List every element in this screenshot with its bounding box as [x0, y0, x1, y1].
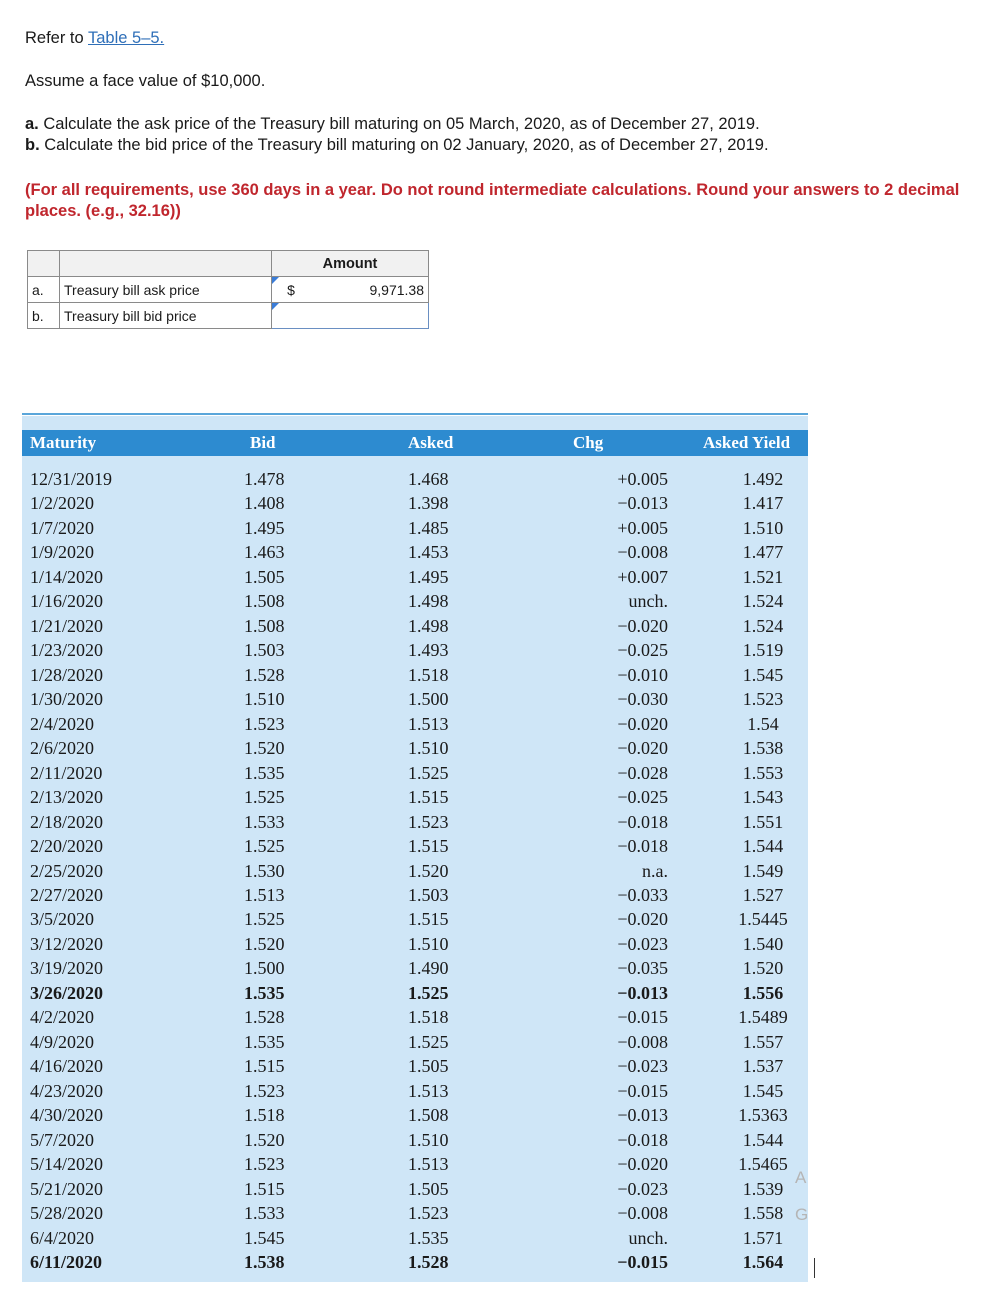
cell-maturity: 3/12/2020: [30, 933, 104, 954]
question-b-text: Calculate the bid price of the Treasury bill maturing on 02 January, 2020, as of December 27, 2019.: [44, 136, 769, 154]
cell-bid: 1.525: [244, 787, 285, 808]
table-row: [22, 812, 808, 836]
table-row: [22, 934, 808, 958]
cell-maturity: 5/21/2020: [30, 1178, 104, 1199]
cell-asked: 1.525: [408, 1031, 449, 1052]
cell-asked: 1.523: [408, 811, 449, 832]
cell-maturity: 2/20/2020: [30, 836, 104, 857]
cell-chg: −0.015: [617, 1252, 668, 1273]
row-a-currency-cell: [272, 277, 311, 303]
cell-asked: 1.510: [408, 1129, 449, 1150]
cell-asked-yield: 1.556: [742, 982, 784, 1003]
cell-maturity: 4/2/2020: [30, 1007, 95, 1028]
table-row: [22, 1007, 808, 1031]
table-row: [22, 763, 808, 787]
cell-maturity: 1/30/2020: [30, 689, 104, 710]
cell-asked-yield: 1.538: [742, 738, 784, 759]
cell-maturity: 3/5/2020: [30, 909, 95, 930]
cell-bid: 1.520: [244, 933, 285, 954]
table-row: [22, 640, 808, 664]
cell-asked-yield: 1.544: [742, 1129, 784, 1150]
table-row: [22, 1179, 808, 1203]
table-row: [22, 836, 808, 860]
cell-asked-yield: 1.539: [742, 1178, 784, 1199]
cell-bid: 1.478: [244, 469, 285, 489]
cell-chg: −0.020: [617, 738, 668, 759]
cell-asked: 1.500: [408, 689, 449, 710]
table-row: [22, 738, 808, 762]
cell-maturity: 6/11/2020: [30, 1252, 103, 1273]
cell-bid: 1.508: [244, 591, 285, 612]
cell-asked: 1.503: [408, 884, 449, 905]
cell-asked: 1.515: [408, 909, 449, 930]
cell-maturity: 2/4/2020: [30, 713, 95, 734]
table-row: [22, 665, 808, 689]
question-b-label: b.: [25, 136, 40, 154]
cell-asked-yield: 1.564: [742, 1252, 784, 1273]
answer-grid-header: [28, 251, 429, 277]
cell-asked-yield: 1.5363: [738, 1105, 788, 1126]
cell-asked: 1.513: [408, 1080, 449, 1101]
cell-asked-yield: 1.540: [742, 933, 784, 954]
cell-asked: 1.468: [408, 469, 449, 489]
cell-asked-yield: 1.551: [742, 811, 784, 832]
cell-asked: 1.505: [408, 1178, 449, 1199]
cell-bid: 1.525: [244, 909, 285, 930]
cell-bid: 1.535: [244, 982, 285, 1003]
cell-asked: 1.525: [408, 982, 449, 1003]
cell-bid: 1.535: [244, 762, 285, 783]
table-row: [22, 1228, 808, 1252]
cell-maturity: 4/16/2020: [30, 1056, 104, 1077]
cell-bid: 1.525: [244, 836, 285, 857]
cell-asked-yield: 1.557: [742, 1031, 784, 1052]
cell-asked: 1.398: [408, 493, 449, 514]
cell-maturity: 1/28/2020: [30, 664, 104, 685]
table-row: [22, 689, 808, 713]
table-row: [22, 1203, 808, 1227]
cell-maturity: 1/21/2020: [30, 615, 104, 636]
table-row: [22, 518, 808, 542]
table-row: [22, 714, 808, 738]
cell-maturity: 1/14/2020: [30, 566, 104, 587]
cell-asked-yield: 1.417: [742, 493, 784, 514]
cell-maturity: 5/28/2020: [30, 1203, 104, 1224]
cell-chg: −0.013: [617, 493, 668, 514]
cell-chg: −0.008: [617, 1031, 668, 1052]
cell-bid: 1.523: [244, 1080, 285, 1101]
cell-maturity: 5/7/2020: [30, 1129, 95, 1150]
cell-asked-yield: 1.521: [742, 566, 784, 587]
cell-asked: 1.535: [408, 1227, 449, 1248]
cell-chg: −0.025: [617, 787, 668, 808]
cell-bid: 1.463: [244, 542, 285, 563]
cell-asked-yield: 1.492: [742, 469, 784, 489]
row-a-text: Treasury bill ask price: [60, 277, 272, 303]
table-row: [22, 1154, 808, 1178]
side-letter-g: G: [795, 1205, 809, 1224]
cell-maturity: 2/6/2020: [30, 738, 95, 759]
cell-asked-yield: 1.524: [742, 591, 784, 612]
cell-asked-yield: 1.5465: [738, 1154, 788, 1175]
cell-asked-yield: 1.5445: [738, 909, 788, 930]
refer-prefix: Refer to: [25, 29, 84, 47]
cell-asked: 1.490: [408, 958, 449, 979]
table-row: [22, 1056, 808, 1080]
instruction-text: (For all requirements, use 360 days in a year. Do not round intermediate calculations. Round your answers to 2 decimal places. (e.g., 32.16)): [25, 181, 960, 220]
header-blank-1: [28, 251, 60, 277]
cell-chg: −0.010: [617, 664, 668, 685]
cell-asked-yield: 1.519: [742, 640, 784, 661]
cell-asked-yield: 1.545: [742, 664, 784, 685]
answer-grid: [27, 250, 429, 329]
cell-chg: −0.008: [617, 1203, 668, 1224]
answer-row-a: [28, 277, 429, 303]
table-row: [22, 567, 808, 591]
cell-chg: −0.015: [617, 1080, 668, 1101]
cell-asked: 1.485: [408, 517, 449, 538]
cell-asked: 1.510: [408, 738, 449, 759]
cell-maturity: 4/23/2020: [30, 1080, 104, 1101]
cell-maturity: 4/30/2020: [30, 1105, 104, 1126]
treasury-bill-table: [22, 412, 808, 1282]
table-row: [22, 616, 808, 640]
cell-maturity: 1/7/2020: [30, 517, 95, 538]
question-a: [25, 115, 760, 134]
cell-bid: 1.535: [244, 1031, 285, 1052]
cell-maturity: 5/14/2020: [30, 1154, 104, 1175]
cell-chg: −0.023: [617, 1178, 668, 1199]
cell-asked-yield: 1.520: [742, 958, 784, 979]
row-b-label: b.: [28, 303, 60, 329]
cell-chg: −0.033: [617, 884, 668, 905]
table-row: [22, 542, 808, 566]
cell-chg: +0.005: [617, 469, 668, 489]
cell-bid: 1.545: [244, 1227, 285, 1248]
cell-asked: 1.518: [408, 1007, 449, 1028]
question-a-text: Calculate the ask price of the Treasury bill maturing on 05 March, 2020, as of December 27, 2019.: [43, 115, 760, 133]
row-a-currency: $: [287, 281, 295, 298]
cell-maturity: 1/9/2020: [30, 542, 95, 563]
cell-maturity: 3/19/2020: [30, 958, 104, 979]
table-header-row: [22, 430, 808, 456]
amount-header: Amount: [272, 251, 429, 277]
table-row: [22, 958, 808, 982]
header-maturity: Maturity: [30, 433, 97, 452]
cell-bid: 1.518: [244, 1105, 285, 1126]
header-bid: Bid: [250, 433, 276, 452]
cell-asked-yield: 1.544: [742, 836, 784, 857]
cell-chg: −0.028: [617, 762, 668, 783]
cell-asked-yield: 1.537: [742, 1056, 784, 1077]
cell-asked-yield: 1.5489: [738, 1007, 788, 1028]
cell-asked-yield: 1.54: [747, 713, 779, 734]
question-a-label: a.: [25, 115, 39, 133]
cell-chg: −0.018: [617, 1129, 668, 1150]
face-value-text: Assume a face value of $10,000.: [25, 72, 266, 90]
cell-asked-yield: 1.527: [742, 884, 784, 905]
cell-chg: −0.020: [617, 1154, 668, 1175]
cell-chg: +0.007: [617, 566, 668, 587]
cell-maturity: 2/25/2020: [30, 860, 104, 881]
cell-asked: 1.513: [408, 1154, 449, 1175]
row-a-label: a.: [28, 277, 60, 303]
cell-asked-yield: 1.510: [742, 517, 784, 538]
cell-asked: 1.493: [408, 640, 449, 661]
row-b-text: Treasury bill bid price: [60, 303, 272, 329]
cell-bid: 1.533: [244, 811, 285, 832]
cell-asked: 1.515: [408, 836, 449, 857]
cell-chg: −0.023: [617, 933, 668, 954]
cell-asked: 1.508: [408, 1105, 449, 1126]
header-asked-yield: Asked Yield: [703, 433, 791, 452]
cell-chg: −0.018: [617, 836, 668, 857]
cell-maturity: 12/31/2019: [30, 469, 113, 489]
table-row: [22, 885, 808, 909]
bid-price-input[interactable]: [272, 303, 429, 329]
cell-bid: 1.528: [244, 664, 285, 685]
cell-asked: 1.518: [408, 664, 449, 685]
table-row: [22, 1130, 808, 1154]
table-row: [22, 1252, 808, 1276]
cell-chg: −0.013: [617, 1105, 668, 1126]
cell-asked-yield: 1.558: [742, 1203, 784, 1224]
answer-row-b: [28, 303, 429, 329]
cell-asked: 1.523: [408, 1203, 449, 1224]
cell-chg: −0.020: [617, 909, 668, 930]
ask-price-input[interactable]: 9,971.38: [310, 277, 429, 303]
cell-bid: 1.515: [244, 1178, 285, 1199]
table-row: [22, 469, 808, 493]
cell-asked: 1.528: [408, 1252, 449, 1273]
cell-chg: −0.013: [617, 982, 668, 1003]
table-row: [22, 1105, 808, 1129]
table-link[interactable]: Table 5–5.: [88, 29, 165, 47]
cell-chg: unch.: [628, 591, 668, 612]
header-blank-2: [60, 251, 272, 277]
cell-asked: 1.513: [408, 713, 449, 734]
cell-asked: 1.505: [408, 1056, 449, 1077]
cell-bid: 1.408: [244, 493, 285, 514]
cell-maturity: 2/11/2020: [30, 762, 103, 783]
cell-chg: −0.025: [617, 640, 668, 661]
cell-bid: 1.528: [244, 1007, 285, 1028]
cell-chg: n.a.: [642, 860, 668, 881]
cell-bid: 1.510: [244, 689, 285, 710]
cell-chg: +0.005: [617, 517, 668, 538]
cell-bid: 1.508: [244, 615, 285, 636]
refer-line: [25, 29, 164, 48]
cell-asked-yield: 1.523: [742, 689, 784, 710]
cell-maturity: 2/18/2020: [30, 811, 104, 832]
cell-bid: 1.505: [244, 566, 285, 587]
cell-bid: 1.523: [244, 1154, 285, 1175]
cell-chg: −0.008: [617, 542, 668, 563]
table-row: [22, 1032, 808, 1056]
cell-asked: 1.495: [408, 566, 449, 587]
cell-chg: −0.023: [617, 1056, 668, 1077]
cell-asked: 1.510: [408, 933, 449, 954]
table-row: [22, 1081, 808, 1105]
cell-bid: 1.515: [244, 1056, 285, 1077]
cell-chg: unch.: [628, 1227, 668, 1248]
cell-asked-yield: 1.477: [742, 542, 784, 563]
cell-asked: 1.515: [408, 787, 449, 808]
cell-chg: −0.020: [617, 615, 668, 636]
cell-chg: −0.020: [617, 713, 668, 734]
table-row: [22, 861, 808, 885]
side-letter-a: A: [795, 1168, 807, 1187]
cell-bid: 1.503: [244, 640, 285, 661]
cell-maturity: 2/13/2020: [30, 787, 104, 808]
cell-asked: 1.498: [408, 591, 449, 612]
cell-asked: 1.453: [408, 542, 449, 563]
cell-chg: −0.018: [617, 811, 668, 832]
cell-maturity: 3/26/2020: [30, 982, 104, 1003]
cell-bid: 1.520: [244, 1129, 285, 1150]
flag-marker-icon: [272, 303, 279, 310]
cell-bid: 1.538: [244, 1252, 285, 1273]
cell-bid: 1.520: [244, 738, 285, 759]
cell-bid: 1.495: [244, 517, 285, 538]
table-row: [22, 787, 808, 811]
cell-maturity: 1/2/2020: [30, 493, 95, 514]
cell-maturity: 6/4/2020: [30, 1227, 95, 1248]
table-row: [22, 591, 808, 615]
cell-asked-yield: 1.545: [742, 1080, 784, 1101]
table-row: [22, 493, 808, 517]
cell-asked-yield: 1.549: [742, 860, 784, 881]
cell-maturity: 4/9/2020: [30, 1031, 95, 1052]
cell-asked: 1.525: [408, 762, 449, 783]
cell-chg: −0.030: [617, 689, 668, 710]
cell-asked-yield: 1.543: [742, 787, 784, 808]
table-row: [22, 983, 808, 1007]
cell-chg: −0.015: [617, 1007, 668, 1028]
cell-maturity: 1/16/2020: [30, 591, 104, 612]
cell-bid: 1.500: [244, 958, 285, 979]
cell-bid: 1.530: [244, 860, 285, 881]
cell-asked-yield: 1.571: [742, 1227, 784, 1248]
cell-bid: 1.523: [244, 713, 285, 734]
table-top-rule: [22, 413, 808, 415]
cell-asked-yield: 1.524: [742, 615, 784, 636]
cell-bid: 1.533: [244, 1203, 285, 1224]
cell-maturity: 2/27/2020: [30, 884, 104, 905]
cell-asked: 1.520: [408, 860, 449, 881]
header-chg: Chg: [573, 433, 604, 452]
cell-maturity: 1/23/2020: [30, 640, 104, 661]
header-asked: Asked: [408, 433, 454, 452]
flag-marker-icon: [272, 277, 279, 284]
cell-asked-yield: 1.553: [742, 762, 784, 783]
text-cursor: [814, 1258, 815, 1278]
cell-chg: −0.035: [617, 958, 668, 979]
table-row: [22, 909, 808, 933]
question-b: [25, 136, 769, 155]
cell-bid: 1.513: [244, 884, 285, 905]
cell-asked: 1.498: [408, 615, 449, 636]
